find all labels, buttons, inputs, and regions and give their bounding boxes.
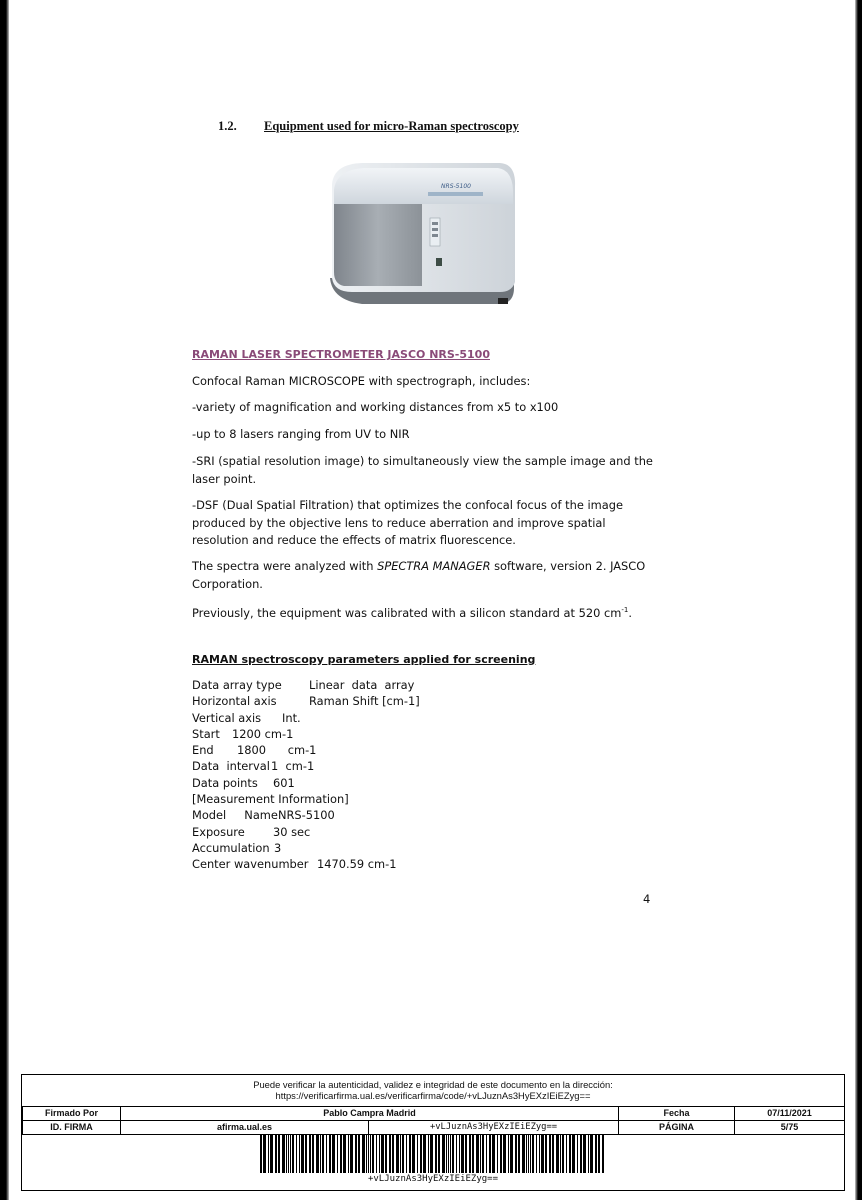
barcode-bar <box>358 1135 360 1173</box>
barcode-bar <box>370 1135 371 1173</box>
barcode-bar <box>372 1135 374 1173</box>
barcode-bar <box>402 1135 404 1173</box>
barcode-bar <box>275 1135 277 1173</box>
barcode-bar <box>526 1135 527 1173</box>
signature-footer <box>21 1074 845 1191</box>
page-number: 4 <box>643 892 651 906</box>
barcode-bar <box>500 1135 502 1173</box>
barcode-bar <box>469 1135 471 1173</box>
barcode-bar <box>503 1135 506 1173</box>
barcode-bar <box>442 1135 445 1173</box>
barcode-bar <box>472 1135 474 1173</box>
barcode-bar <box>412 1135 415 1173</box>
param-value: 1800 cm-1 <box>237 743 317 758</box>
barcode-bar <box>428 1135 429 1173</box>
barcode-bar <box>476 1135 479 1173</box>
param-row <box>192 693 420 709</box>
section-title: Equipment used for micro-Raman spectroscopy <box>264 119 519 133</box>
signature-date: 07/11/2021 <box>735 1107 845 1121</box>
left-page-edge <box>0 0 9 1200</box>
barcode-bar <box>497 1135 498 1173</box>
barcode-bar <box>446 1135 447 1173</box>
param-row <box>192 742 420 758</box>
param-value: Linear data array <box>309 678 415 692</box>
barcode-bar <box>532 1135 534 1173</box>
param-row <box>192 840 420 856</box>
barcode-bar <box>545 1135 547 1173</box>
param-value: 30 sec <box>273 824 311 839</box>
section-heading <box>218 119 519 134</box>
spectrometer-photo <box>322 160 522 310</box>
param-value: 1470.59 cm-1 <box>317 857 397 872</box>
verification-code: +vLJuznAs3HyEXzIEiEZyg== <box>369 1121 619 1135</box>
barcode-bars <box>258 1135 608 1173</box>
barcode-bar <box>480 1135 481 1173</box>
signer-name: Pablo Campra Madrid <box>121 1107 619 1121</box>
barcode-text: +vLJuznAs3HyEXzIEiEZyg== <box>367 1174 499 1184</box>
barcode-bar <box>376 1135 377 1173</box>
barcode-bar <box>536 1135 537 1173</box>
page-label: PÁGINA <box>619 1121 735 1135</box>
barcode-bar <box>268 1135 269 1173</box>
software-name: SPECTRA MANAGER <box>377 559 491 573</box>
barcode-bar <box>385 1135 387 1173</box>
param-row <box>192 791 420 807</box>
param-key: Horizontal axis <box>192 694 277 709</box>
barcode-bar <box>450 1135 451 1173</box>
barcode-bar <box>396 1135 399 1173</box>
barcode-bar <box>320 1135 321 1173</box>
barcode-bar <box>556 1135 559 1173</box>
barcode-bar <box>305 1135 307 1173</box>
right-page-edge <box>855 0 862 1200</box>
param-key: Data array type <box>192 678 282 692</box>
date-label: Fecha <box>619 1107 735 1121</box>
param-value: 1 cm-1 <box>271 759 315 774</box>
barcode-bar <box>290 1135 291 1173</box>
verification-notice <box>22 1075 844 1106</box>
paragraph-text: Previously, the equipment was calibrated with a silicon standard at 520 cm <box>192 605 622 620</box>
barcode-bar <box>282 1135 285 1173</box>
barcode-bar <box>332 1135 335 1173</box>
param-row <box>192 710 420 726</box>
product-title-text: RAMAN LASER SPECTROMETER JASCO NRS-5100 <box>192 348 490 361</box>
barcode-bar <box>420 1135 422 1173</box>
barcode-bar <box>486 1135 487 1173</box>
param-key: Model Name <box>192 808 278 823</box>
barcode-bar <box>528 1135 529 1173</box>
params-title: RAMAN spectroscopy parameters applied for screening <box>192 653 536 666</box>
barcode-bar <box>389 1135 391 1173</box>
paragraph: -DSF (Dual Spatial Filtration) that optimizes the confocal focus of the image produced by the objective lens to reduce aberration and improve spatial resolution and reduce the effects of matrix fluorescence. <box>192 498 623 547</box>
barcode-bar <box>435 1135 437 1173</box>
barcode-bar <box>595 1135 597 1173</box>
barcode-bar <box>299 1135 300 1173</box>
barcode-bar <box>552 1135 554 1173</box>
device-label: NRS-5100 <box>441 183 471 190</box>
signed-by-label: Firmado Por <box>23 1107 121 1121</box>
barcode-bar <box>312 1135 314 1173</box>
param-value: 3 <box>274 840 282 855</box>
barcode-bar <box>602 1135 604 1173</box>
barcode-bar <box>530 1135 531 1173</box>
barcode <box>258 1135 608 1187</box>
barcode-bar <box>508 1135 509 1173</box>
barcode-bar <box>263 1135 266 1173</box>
barcode-bar <box>417 1135 418 1173</box>
product-title <box>192 346 662 364</box>
param-key: Data points <box>192 775 258 790</box>
barcode-bar <box>350 1135 353 1173</box>
barcode-bar <box>577 1135 578 1173</box>
param-key: Vertical axis <box>192 710 262 725</box>
barcode-bar <box>465 1135 467 1173</box>
paragraph-text: The spectra were analyzed with <box>192 559 378 573</box>
barcode-bar <box>560 1135 561 1173</box>
barcode-bar <box>348 1135 349 1173</box>
param-value: Raman Shift [cm-1] <box>309 694 420 709</box>
param-row <box>192 758 420 774</box>
barcode-bar <box>588 1135 589 1173</box>
barcode-bar <box>518 1135 520 1173</box>
barcode-bar <box>583 1135 586 1173</box>
paragraph-text: software, version 2. JASCO Corporation. <box>192 559 646 591</box>
barcode-bar <box>381 1135 384 1173</box>
paragraph-text: . <box>628 605 632 620</box>
param-row <box>192 856 420 872</box>
param-value: Int. <box>282 710 301 725</box>
barcode-bar <box>572 1135 575 1173</box>
barcode-bar <box>379 1135 380 1173</box>
barcode-bar <box>515 1135 517 1173</box>
param-value: 601 <box>273 775 295 790</box>
params-list <box>192 677 420 873</box>
page-of-total: 5/75 <box>735 1121 845 1135</box>
barcode-bar <box>482 1135 484 1173</box>
barcode-bar <box>337 1135 338 1173</box>
param-row <box>192 807 420 823</box>
paragraph <box>192 558 662 593</box>
barcode-bar <box>452 1135 454 1173</box>
barcode-bar <box>598 1135 600 1173</box>
param-value: NRS-5100 <box>278 808 335 823</box>
param-key: Center wavenumber <box>192 857 309 872</box>
barcode-bar <box>456 1135 457 1173</box>
barcode-bar <box>423 1135 426 1173</box>
barcode-bar <box>278 1135 280 1173</box>
barcode-bar <box>580 1135 582 1173</box>
verify-url: https://verificarfirma.ual.es/verificarfirma/code/+vLJuznAs3HyEXzIEiEZyg== <box>275 1089 591 1101</box>
barcode-bar <box>296 1135 297 1173</box>
barcode-bar <box>400 1135 401 1173</box>
barcode-bar <box>326 1135 327 1173</box>
barcode-bar <box>368 1135 369 1173</box>
param-key: [Measurement Information] <box>192 792 349 807</box>
id-label: ID. FIRMA <box>23 1121 121 1135</box>
barcode-bar <box>329 1135 331 1173</box>
param-value: 1200 cm-1 <box>232 726 294 741</box>
barcode-bar <box>489 1135 491 1173</box>
id-value: afirma.ual.es <box>121 1121 369 1135</box>
barcode-bar <box>492 1135 495 1173</box>
paragraph: -up to 8 lasers ranging from UV to NIR <box>192 427 410 441</box>
barcode-bar <box>406 1135 407 1173</box>
barcode-bar <box>541 1135 544 1173</box>
paragraph: -variety of magnification and working distances from x5 to x100 <box>192 400 559 414</box>
param-key: Start <box>192 726 220 741</box>
paragraph: Confocal Raman MICROSCOPE with spectrograph, includes: <box>192 374 531 388</box>
barcode-bar <box>362 1135 365 1173</box>
barcode-bar <box>430 1135 433 1173</box>
superscript: -1 <box>621 606 629 614</box>
barcode-bar <box>366 1135 367 1173</box>
barcode-bar <box>438 1135 440 1173</box>
barcode-bar <box>539 1135 540 1173</box>
barcode-bar <box>549 1135 551 1173</box>
barcode-bar <box>522 1135 525 1173</box>
barcode-bar <box>322 1135 324 1173</box>
param-row <box>192 677 420 693</box>
param-row <box>192 824 420 840</box>
barcode-bar <box>409 1135 411 1173</box>
paragraph: -SRI (spatial resolution image) to simultaneously view the sample image and the laser point. <box>192 454 653 486</box>
param-row <box>192 726 420 742</box>
barcode-bar <box>461 1135 464 1173</box>
paragraph <box>192 602 662 622</box>
param-key: Data interval <box>192 759 270 774</box>
barcode-bar <box>316 1135 319 1173</box>
param-key: Accumulation <box>192 840 270 855</box>
barcode-bar <box>590 1135 593 1173</box>
barcode-bar <box>288 1135 289 1173</box>
barcode-bar <box>459 1135 460 1173</box>
barcode-bar <box>355 1135 357 1173</box>
param-row <box>192 775 420 791</box>
barcode-bar <box>510 1135 513 1173</box>
barcode-bar <box>309 1135 311 1173</box>
param-key: End <box>192 743 214 758</box>
barcode-bar <box>286 1135 287 1173</box>
barcode-bar <box>292 1135 294 1173</box>
barcode-bar <box>569 1135 571 1173</box>
param-key: Exposure <box>192 824 245 839</box>
verify-line-1: Puede verificar la autenticidad, validez e integridad de este documento en la dirección: <box>253 1079 613 1090</box>
barcode-bar <box>448 1135 449 1173</box>
barcode-bar <box>562 1135 564 1173</box>
section-number: 1.2. <box>218 119 237 133</box>
barcode-bar <box>270 1135 273 1173</box>
barcode-bar <box>343 1135 346 1173</box>
barcode-bar <box>260 1135 262 1173</box>
barcode-bar <box>340 1135 342 1173</box>
barcode-bar <box>392 1135 394 1173</box>
params-heading <box>192 651 662 669</box>
barcode-bar <box>566 1135 567 1173</box>
signature-table <box>22 1106 845 1135</box>
barcode-bar <box>301 1135 304 1173</box>
